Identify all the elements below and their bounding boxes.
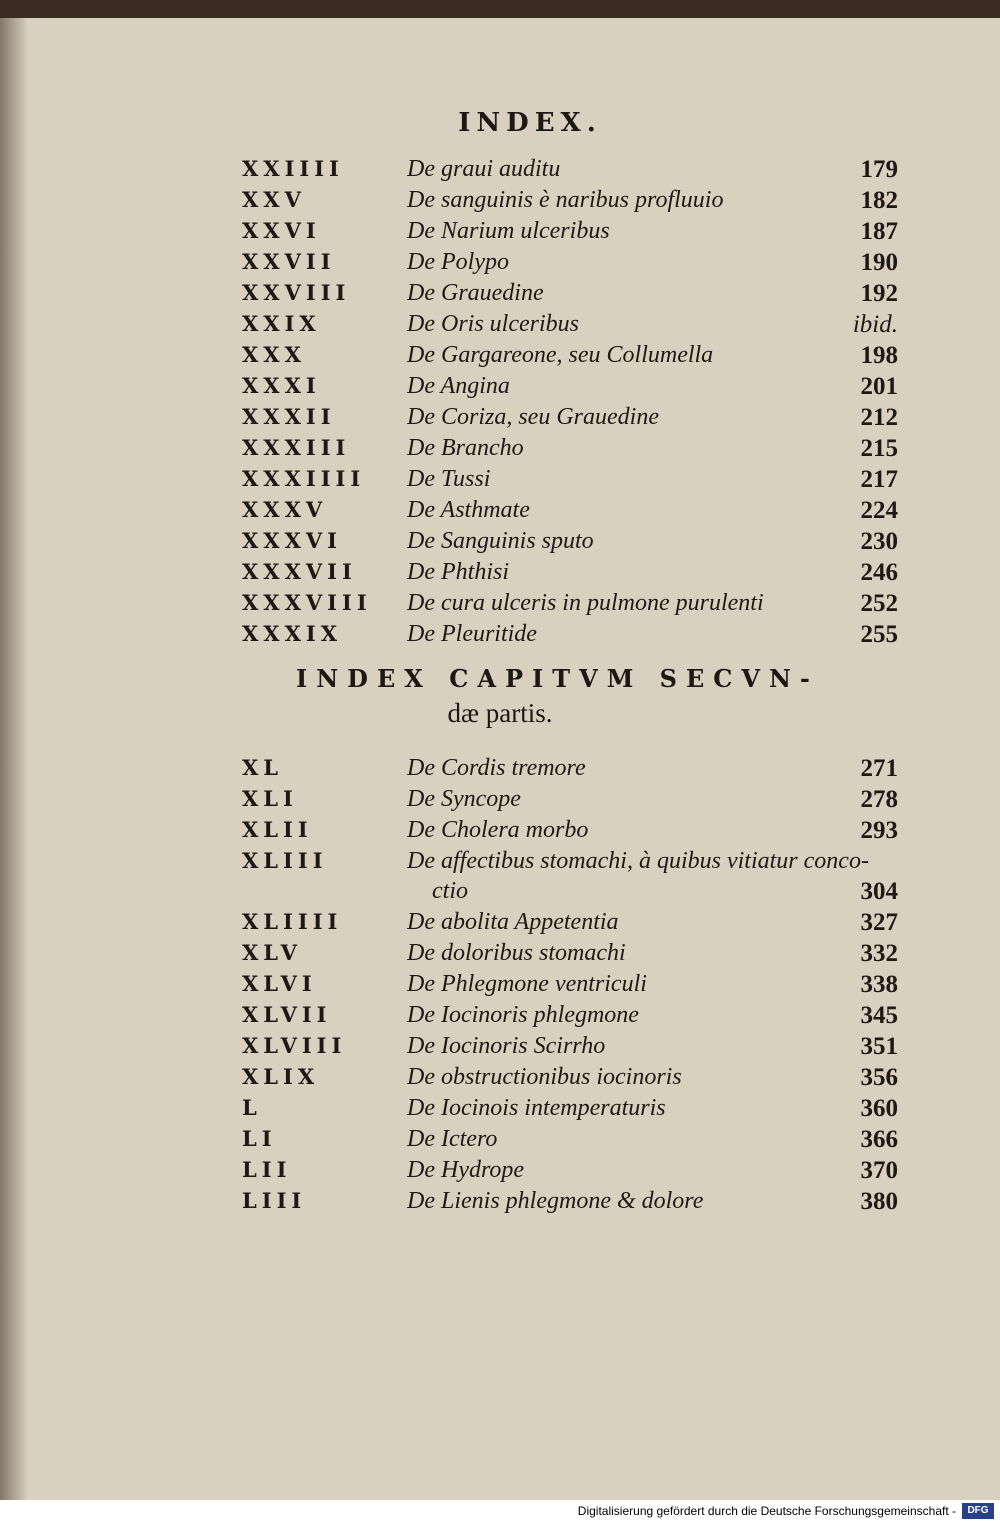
chapter-title: De cura ulceris in pulmone purulenti — [407, 590, 764, 616]
chapter-number: XXXII — [242, 404, 336, 429]
chapter-title: De Ictero — [407, 1126, 498, 1152]
chapter-number: XXXIII — [242, 435, 351, 460]
chapter-title: De graui auditu — [407, 156, 561, 182]
page-number: 271 — [860, 755, 898, 782]
page-number: 246 — [860, 559, 898, 586]
page-number: 380 — [860, 1188, 898, 1215]
page-number: 198 — [860, 342, 898, 369]
page-number: 304 — [860, 878, 898, 905]
chapter-number: XXX — [242, 342, 306, 367]
chapter-number: XLIX — [242, 1064, 320, 1089]
chapter-number: XLV — [242, 940, 302, 965]
section-subtitle: dæ partis. — [447, 698, 553, 728]
chapter-title: De Lienis phlegmone & dolore — [407, 1188, 704, 1214]
page-number: 212 — [860, 404, 898, 431]
chapter-title: De Cordis tremore — [407, 755, 586, 781]
chapter-title: De Narium ulceribus — [407, 218, 610, 244]
chapter-number: XXXVIII — [242, 590, 372, 615]
chapter-title: De Iocinoris Scirrho — [407, 1033, 606, 1059]
chapter-number: XXVII — [242, 249, 336, 274]
chapter-number: XL — [242, 755, 284, 780]
chapter-number: XXXVI — [242, 528, 342, 553]
page-number: 360 — [860, 1095, 898, 1122]
chapter-number: XXIIII — [242, 156, 344, 181]
chapter-number: XLIII — [242, 848, 328, 873]
funding-notice: Digitalisierung gefördert durch die Deutsche Forschungsgemeinschaft - — [577, 1504, 956, 1518]
page-number: 252 — [860, 590, 898, 617]
page-number: 192 — [860, 280, 898, 307]
page-number: 332 — [860, 940, 898, 967]
chapter-title: De Cholera morbo — [407, 817, 589, 843]
chapter-number: XXXIX — [242, 621, 342, 646]
page-header: INDEX. — [458, 108, 602, 138]
page-number: 215 — [860, 435, 898, 462]
page-number: 327 — [860, 909, 898, 936]
chapter-number: XXXVII — [242, 559, 357, 584]
page-number: 255 — [860, 621, 898, 648]
chapter-title: De Tussi — [407, 466, 491, 492]
chapter-title: De Syncope — [407, 786, 521, 812]
page-number: 356 — [860, 1064, 898, 1091]
page-number: 217 — [860, 466, 898, 493]
chapter-title-continuation: ctio — [432, 878, 468, 904]
page-number: 370 — [860, 1157, 898, 1184]
chapter-title: De Pleuritide — [407, 621, 537, 647]
chapter-number: XLI — [242, 786, 298, 811]
page-number: 230 — [860, 528, 898, 555]
page-number: ibid. — [852, 311, 898, 338]
chapter-number: XLVI — [242, 971, 317, 996]
chapter-title: De abolita Appetentia — [407, 909, 619, 935]
chapter-title: De Oris ulceribus — [407, 311, 579, 337]
chapter-number: XXXV — [242, 497, 328, 522]
section-title: INDEX CAPITVM SECVN- — [296, 664, 819, 693]
chapter-number: XXXI — [242, 373, 321, 398]
chapter-title: De Asthmate — [407, 497, 530, 523]
page-number: 293 — [860, 817, 898, 844]
chapter-number: XXVIII — [242, 280, 351, 305]
page-number: 179 — [860, 156, 898, 183]
chapter-title: De Phlegmone ventriculi — [407, 971, 647, 997]
chapter-title: De Sanguinis sputo — [407, 528, 594, 554]
page-number: 338 — [860, 971, 898, 998]
page-gutter-shadow — [0, 18, 28, 1500]
chapter-title: De affectibus stomachi, à quibus vitiatur conco- — [407, 848, 869, 874]
chapter-number: LIII — [242, 1188, 307, 1213]
chapter-title: De obstructionibus iocinoris — [407, 1064, 682, 1090]
chapter-number: LI — [242, 1126, 277, 1151]
chapter-title: De Phthisi — [407, 559, 509, 585]
page-number: 345 — [860, 1002, 898, 1029]
footer-bar — [0, 1500, 1000, 1523]
chapter-title: De Brancho — [407, 435, 524, 461]
chapter-number: L — [242, 1095, 262, 1120]
chapter-number: XXVI — [242, 218, 321, 243]
page-number: 366 — [860, 1126, 898, 1153]
chapter-title: De Gargareone, seu Collumella — [407, 342, 714, 368]
chapter-title: De Grauedine — [407, 280, 544, 306]
chapter-number: XXIX — [242, 311, 321, 336]
chapter-number: XLIIII — [242, 909, 343, 934]
chapter-title: De Angina — [407, 373, 510, 399]
page-number: 224 — [860, 497, 898, 524]
page-number: 182 — [860, 187, 898, 214]
chapter-title: De Iocinoris phlegmone — [407, 1002, 639, 1028]
chapter-title: De Hydrope — [407, 1157, 525, 1183]
chapter-number: XLVIII — [242, 1033, 347, 1058]
chapter-title: De Coriza, seu Grauedine — [407, 404, 659, 430]
chapter-title: De Polypo — [407, 249, 509, 275]
chapter-number: XLII — [242, 817, 313, 842]
chapter-title: De Iocinois intemperaturis — [407, 1095, 666, 1121]
chapter-number: XXV — [242, 187, 306, 212]
dfg-logo-icon: DFG — [962, 1503, 994, 1519]
page-number: 201 — [860, 373, 898, 400]
chapter-title: De sanguinis è naribus profluuio — [407, 187, 724, 213]
page-number: 187 — [860, 218, 898, 245]
chapter-title: De doloribus stomachi — [407, 940, 626, 966]
chapter-number: LII — [242, 1157, 292, 1182]
page-number: 190 — [860, 249, 898, 276]
page-number: 351 — [860, 1033, 898, 1060]
chapter-number: XLVII — [242, 1002, 332, 1027]
page-number: 278 — [860, 786, 898, 813]
chapter-number: XXXIIII — [242, 466, 366, 491]
